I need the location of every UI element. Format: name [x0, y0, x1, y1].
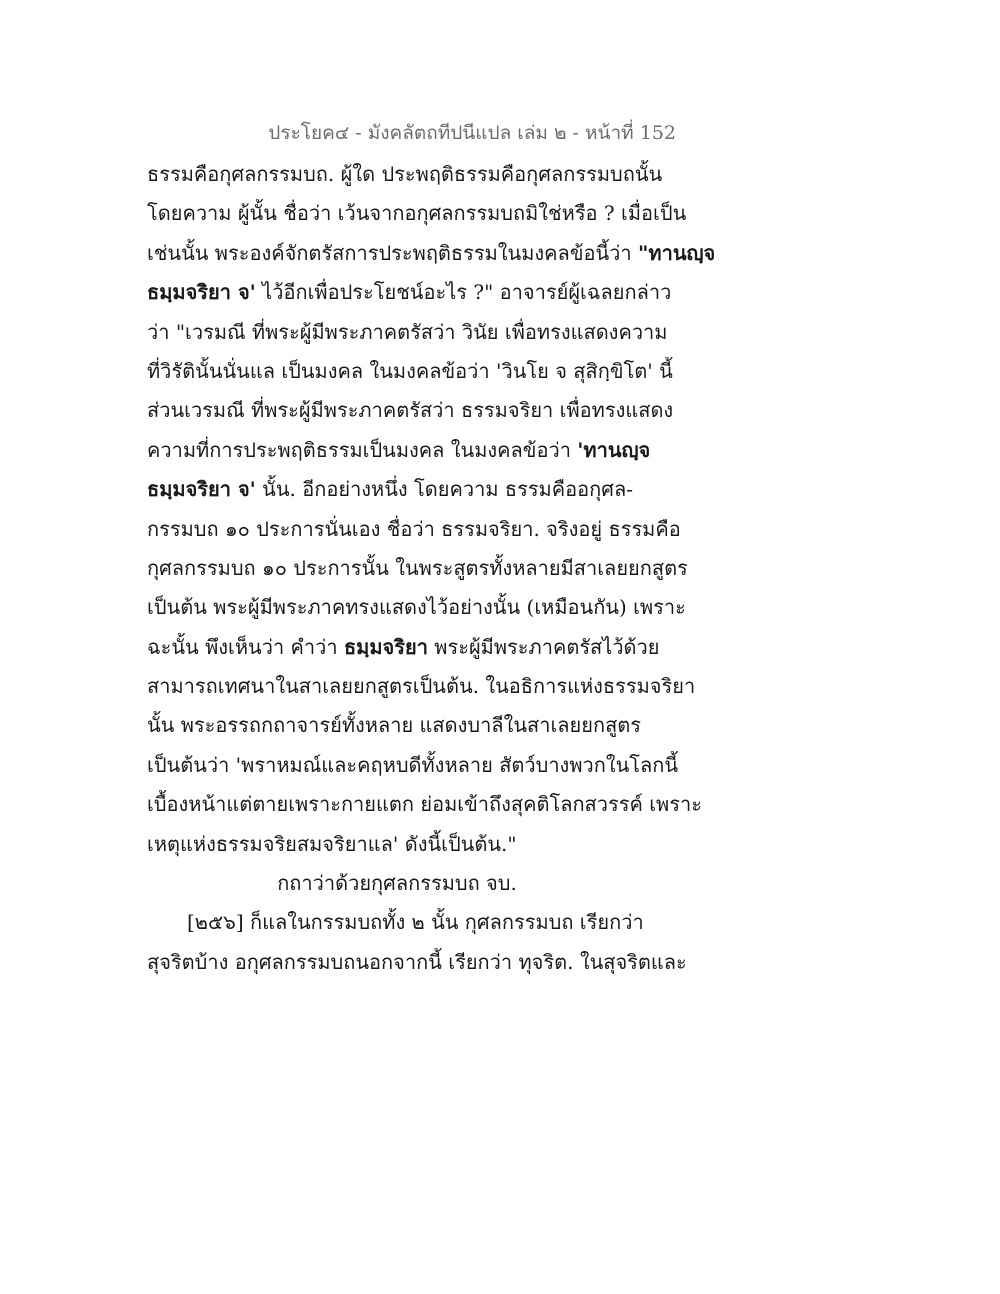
- text-line: [147, 903, 707, 942]
- text-line: [147, 706, 707, 745]
- text-line: [147, 313, 707, 352]
- bold-pali-term: ธมฺมจริยา: [343, 634, 428, 659]
- text-line: [147, 391, 707, 430]
- text-line: [147, 746, 707, 785]
- text-line: [147, 943, 707, 982]
- text-line: [147, 588, 707, 627]
- text-line: [147, 155, 707, 194]
- text-segment: ส่วนเวรมณี ที่พระผู้มีพระภาคตรัสว่า ธรรมจริยา เพื่อทรงแสดง: [147, 398, 674, 423]
- text-line: [147, 667, 707, 706]
- text-line: [147, 785, 707, 824]
- bold-pali-term: ธมฺมจริยา จ': [147, 280, 256, 305]
- section-end-heading: [147, 864, 707, 903]
- text-line: [147, 628, 707, 667]
- text-segment: [๒๕๖] ก็แลในกรรมบถทั้ง ๒ นั้น กุศลกรรมบถ เรียกว่า: [187, 910, 644, 935]
- text-line: [147, 470, 707, 509]
- text-line: [147, 194, 707, 233]
- text-segment: สามารถเทศนาในสาเลยยกสูตรเป็นต้น. ในอธิการแห่งธรรมจริยา: [147, 674, 696, 699]
- bold-pali-term: ธมฺมจริยา จ': [147, 477, 256, 502]
- text-line: [147, 431, 707, 470]
- text-line: [147, 352, 707, 391]
- text-segment: นั้น. อีกอย่างหนึ่ง โดยความ ธรรมคืออกุศล-: [255, 477, 633, 502]
- text-segment: กุศลกรรมบถ ๑๐ ประการนั้น ในพระสูตรทั้งหลายมีสาเลยยกสูตร: [147, 555, 688, 580]
- text-segment: เป็นต้นว่า 'พราหมณ์และคฤหบดีทั้งหลาย สัตว์บางพวกในโลกนี้: [147, 752, 679, 777]
- text-segment: เบื้องหน้าแต่ตายเพราะกายแตก ย่อมเข้าถึงสุคติโลกสวรรค์ เพราะ: [147, 792, 702, 817]
- text-segment: เป็นต้น พระผู้มีพระภาคทรงแสดงไว้อย่างนั้น (เหมือนกัน) เพราะ: [147, 595, 686, 620]
- text-segment: ไว้อีกเพื่อประโยชน์อะไร ?" อาจารย์ผู้เฉลยกล่าว: [255, 280, 672, 305]
- text-segment: สุจริตบ้าง อกุศลกรรมบถนอกจากนี้ เรียกว่า ทุจริต. ในสุจริตและ: [147, 949, 687, 974]
- text-segment: นั้น พระอรรถกถาจารย์ทั้งหลาย แสดงบาลีในสาเลยยกสูตร: [147, 713, 642, 738]
- text-segment: กถาว่าด้วยกุศลกรรมบถ จบ.: [277, 871, 517, 896]
- text-line: [147, 510, 707, 549]
- text-segment: ว่า "เวรมณี ที่พระผู้มีพระภาคตรัสว่า วินัย เพื่อทรงแสดงความ: [147, 319, 668, 344]
- bold-pali-term: "ทานญฺจ: [638, 240, 716, 265]
- running-header: ประโยค๔ - มังคลัตถทีปนีแปล เล่ม ๒ - หน้าที่ 152: [268, 122, 676, 144]
- text-segment: ฉะนั้น พึงเห็นว่า คำว่า: [147, 634, 344, 659]
- text-segment: ความที่การประพฤติธรรมเป็นมงคล ในมงคลข้อว่า: [147, 437, 578, 462]
- text-segment: เช่นนั้น พระองค์จักตรัสการประพฤติธรรมในมงคลข้อนี้ว่า: [147, 240, 638, 265]
- text-segment: กรรมบถ ๑๐ ประการนั่นเอง ชื่อว่า ธรรมจริยา. จริงอยู่ ธรรมคือ: [147, 516, 681, 541]
- bold-pali-term: 'ทานญฺจ: [577, 437, 651, 462]
- text-line: [147, 549, 707, 588]
- text-line: [147, 273, 707, 312]
- text-segment: โดยความ ผู้นั้น ชื่อว่า เว้นจากอกุศลกรรมบถมิใช่หรือ ? เมื่อเป็น: [147, 201, 687, 226]
- text-segment: ที่วิรัตินั้นนั่นแล เป็นมงคล ในมงคลข้อว่า 'วินโย จ สุสิกฺขิโต' นี้: [147, 358, 673, 383]
- text-segment: ธรรมคือกุศลกรรมบถ. ผู้ใด ประพฤติธรรมคือกุศลกรรมบถนั้น: [147, 162, 663, 186]
- text-segment: พระผู้มีพระภาคตรัสไว้ด้วย: [427, 634, 660, 659]
- text-line: [147, 825, 707, 864]
- text-segment: เหตุแห่งธรรมจริยสมจริยาแล' ดังนี้เป็นต้น.": [147, 831, 517, 856]
- body-text: [147, 155, 716, 982]
- text-line: [147, 234, 716, 273]
